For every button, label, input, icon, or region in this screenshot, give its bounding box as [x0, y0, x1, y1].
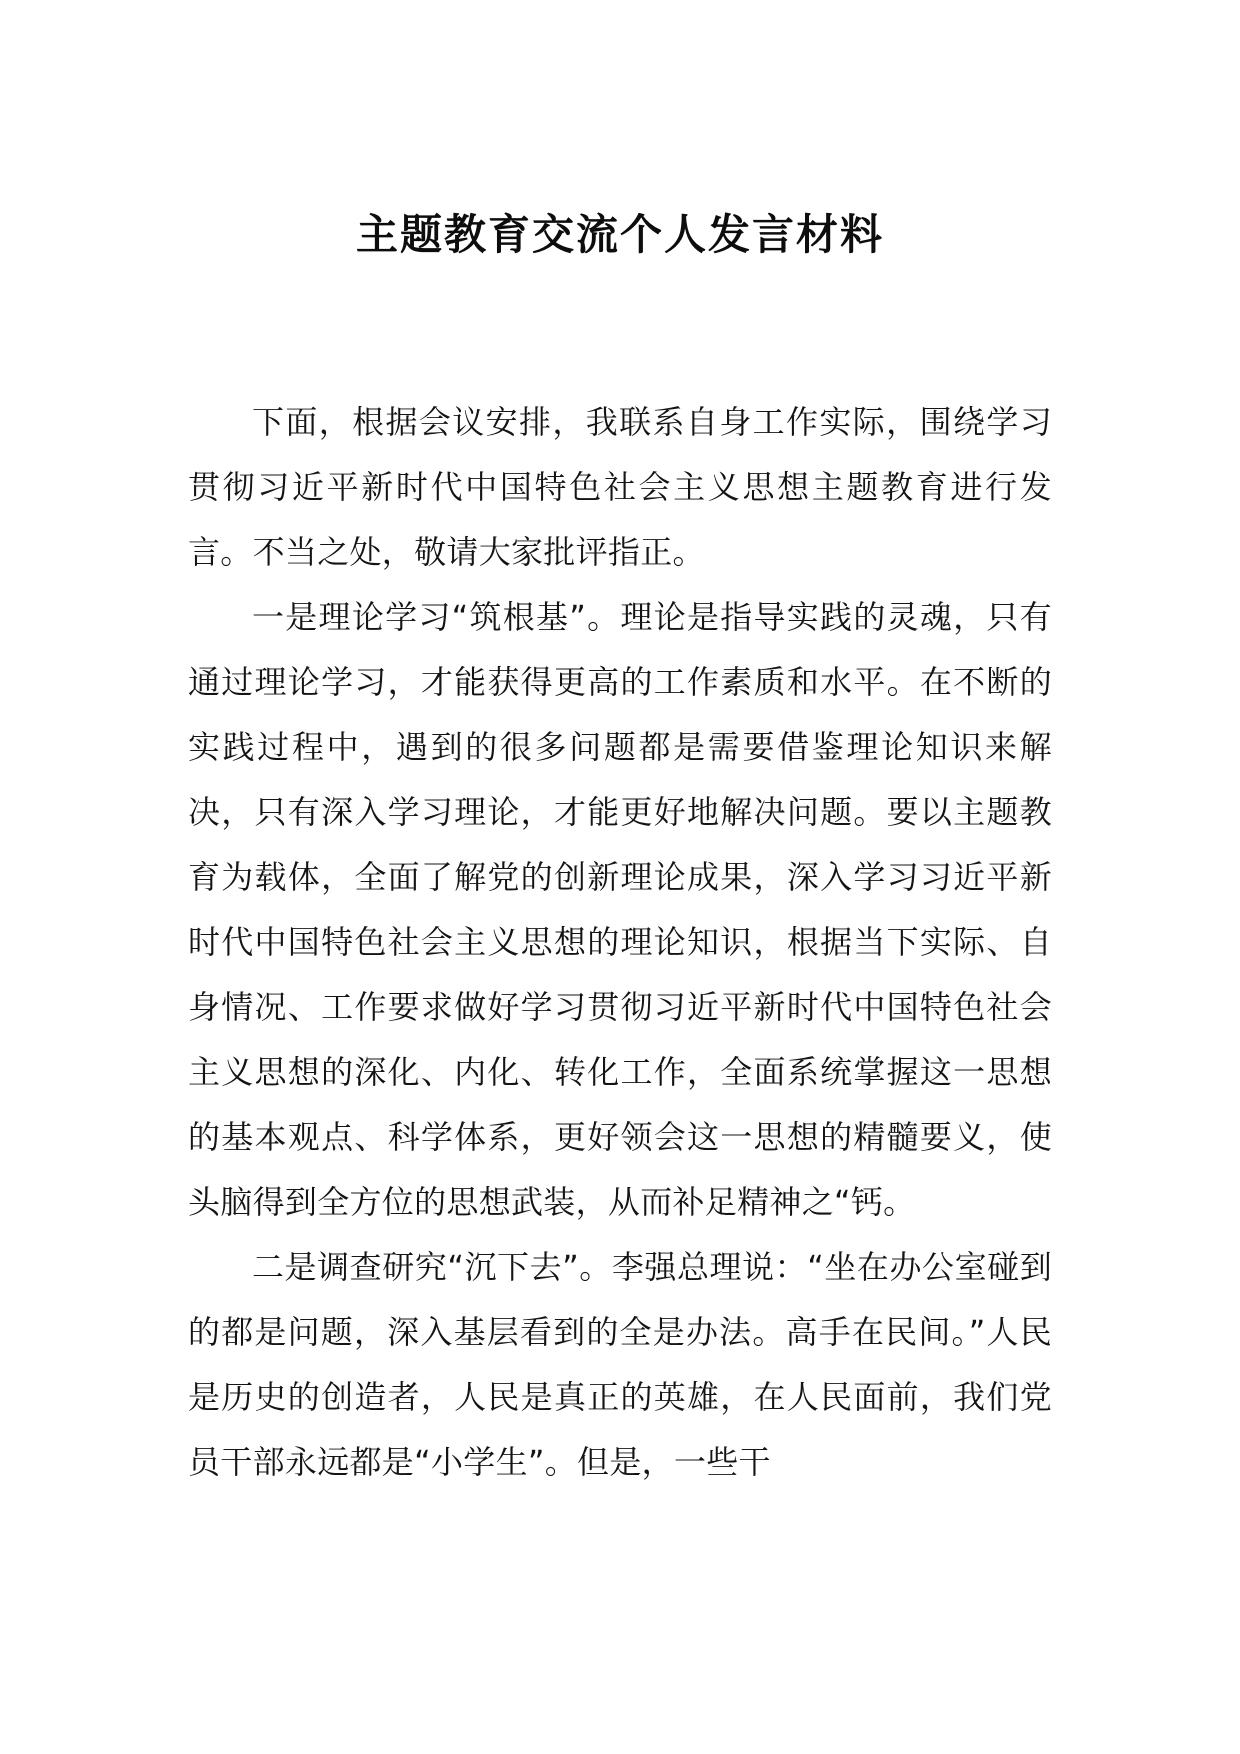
document-body — [188, 390, 1052, 1495]
paragraph-intro: 下面，根据会议安排，我联系自身工作实际，围绕学习贯彻习近平新时代中国特色社会主义思想主题教育进行发言。不当之处，敬请大家批评指正。 — [188, 403, 1052, 571]
paragraph-investigation: 二是调查研究“沉下去”。李强总理说：“坐在办公室碰到的都是问题，深入基层看到的全是办法。高手在民间。”人民是历史的创造者，人民是真正的英雄，在人民面前，我们党员干部永远都是“小学生”。但是，一些干 — [188, 1248, 1052, 1481]
paragraph-theory-study: 一是理论学习“筑根基”。理论是指导实践的灵魂，只有通过理论学习，才能获得更高的工作素质和水平。在不断的实践过程中，遇到的很多问题都是需要借鉴理论知识来解决，只有深入学习理论，才能更好地解决问题。要以主题教育为载体，全面了解党的创新理论成果，深入学习习近平新时代中国特色社会主义思想的理论知识，根据当下实际、自身情况、工作要求做好学习贯彻习近平新时代中国特色社会主义思想的深化、内化、转化工作，全面系统掌握这一思想的基本观点、科学体系，更好领会这一思想的精髓要义，使头脑得到全方位的思想武装，从而补足精神之“钙。 — [188, 598, 1052, 1221]
document-title: 主题教育交流个人发言材料 — [355, 210, 884, 259]
